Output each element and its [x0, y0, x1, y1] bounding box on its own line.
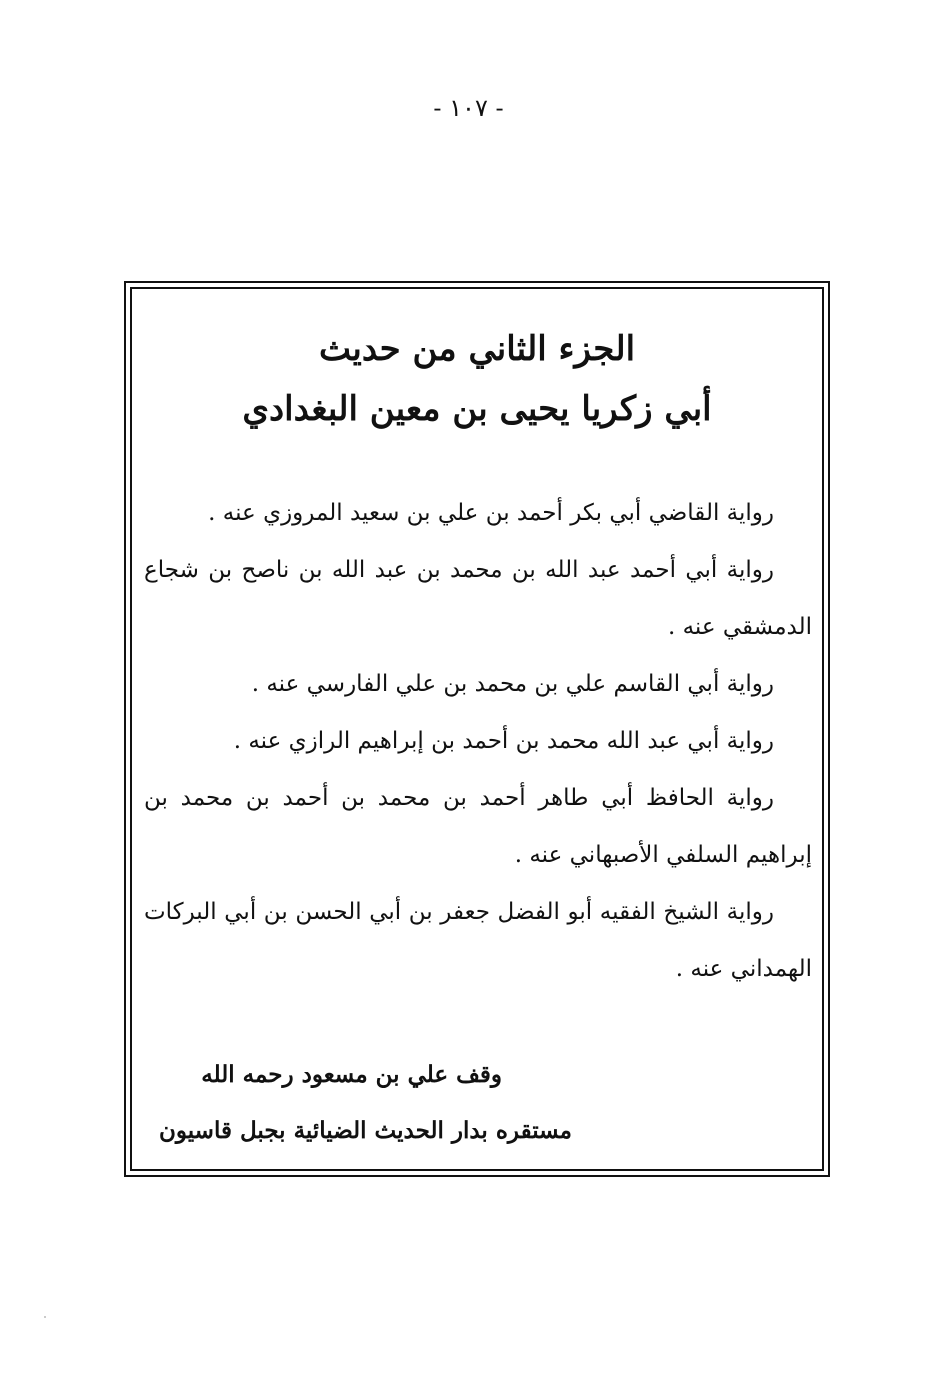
narration-line: رواية أبي عبد الله محمد بن أحمد بن إبراهيم الرازي عنه .	[233, 728, 774, 754]
narration-line: رواية أبي أحمد عبد الله بن محمد بن عبد الله بن ناصح بن شجاع الدمشقي عنه .	[144, 557, 812, 640]
title-page-inner-frame	[130, 287, 824, 1171]
title-page-frame	[124, 281, 830, 1177]
book-title-line-1: الجزء الثاني من حديث	[318, 329, 636, 369]
scan-speck	[44, 1316, 46, 1318]
book-title-line-2: أبي زكريا يحيى بن معين البغدادي	[242, 389, 712, 429]
endowment-line-1: وقف علي بن مسعود رحمه الله	[201, 1061, 502, 1088]
narration-line: رواية الشيخ الفقيه أبو الفضل جعفر بن أبي الحسن بن أبي البركات الهمداني عنه .	[144, 899, 812, 982]
narration-line: رواية القاضي أبي بكر أحمد بن علي بن سعيد المروزي عنه .	[208, 500, 774, 526]
narration-line: رواية الحافظ أبي طاهر أحمد بن محمد بن أحمد بن محمد بن إبراهيم السلفي الأصبهاني عنه .	[144, 785, 812, 868]
narration-line: رواية أبي القاسم علي بن محمد بن علي الفارسي عنه .	[251, 671, 774, 697]
endowment-note	[132, 1047, 822, 1159]
page-number: - ١٠٧ -	[433, 94, 504, 122]
narration-chain	[144, 485, 812, 998]
endowment-line-2: مستقره بدار الحديث الضيائية بجبل قاسيون	[158, 1117, 572, 1144]
book-title	[132, 319, 822, 439]
